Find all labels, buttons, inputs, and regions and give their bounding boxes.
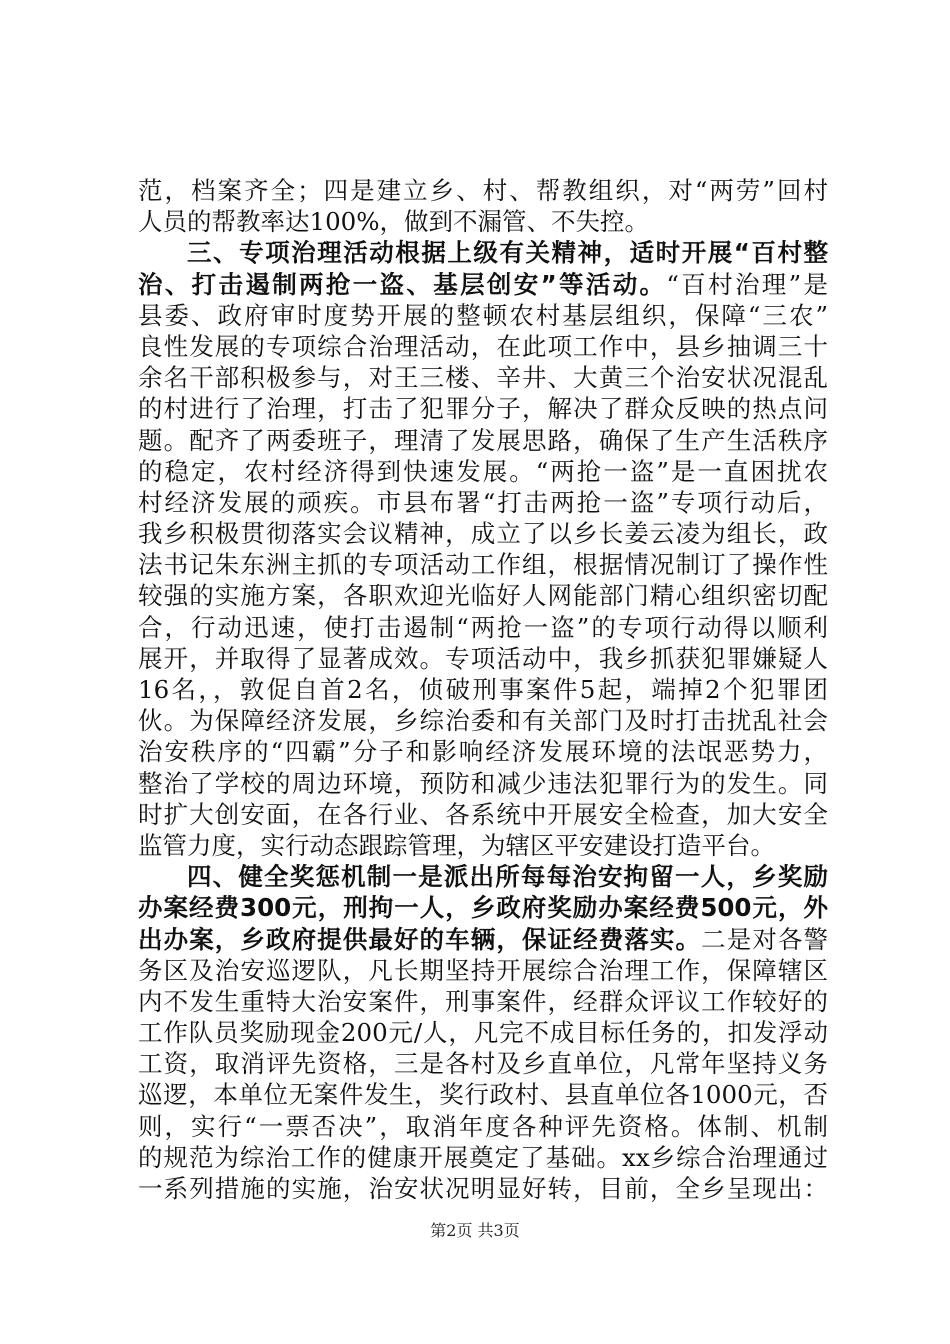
- text-line: [138, 237, 828, 268]
- bold-text-segment: 办案经费300元，刑拘一人，乡政府奖励办案经费500元，外: [138, 893, 828, 923]
- text-line: [138, 1048, 828, 1079]
- bold-text-segment: 出办案，乡政府提供最好的车辆，保证经费落实。: [138, 924, 702, 954]
- bold-text-segment: 三、专项治理活动根据上级有关精神，适时开展“百村整: [187, 238, 828, 268]
- text-segment: 工资，取消评先资格，三是各村及乡直单位，凡常年坚持义务: [138, 1049, 828, 1079]
- text-segment: 时扩大创安面，在各行业、各系统中开展安全检查，加大安全: [138, 799, 828, 829]
- page-footer: 第2页 共3页: [430, 1221, 520, 1240]
- text-line: [138, 1079, 828, 1110]
- text-line: [138, 799, 828, 830]
- text-line: [138, 300, 828, 331]
- text-line: [138, 861, 828, 892]
- text-line: [138, 518, 828, 549]
- text-line: [138, 549, 828, 580]
- text-line: [138, 487, 828, 518]
- text-line: [138, 768, 828, 799]
- text-segment: 余名干部积极参与，对王三楼、辛井、大黄三个治安状况混乱: [138, 363, 828, 393]
- text-line: [138, 269, 828, 300]
- text-line: [138, 393, 828, 424]
- text-segment: 题。配齐了两委班子，理清了发展思路，确保了生产生活秩序: [138, 425, 828, 455]
- text-segment: 一系列措施的实施，治安状况明显好转，目前，全乡呈现出：: [138, 1174, 828, 1203]
- text-segment: 范，档案齐全；四是建立乡、村、帮教组织，对“两劳”回村: [138, 176, 828, 205]
- text-line: [138, 456, 828, 487]
- text-segment: 整治了学校的周边环境，预防和减少违法犯罪行为的发生。同: [138, 768, 828, 798]
- text-line: [138, 612, 828, 643]
- text-line: [138, 331, 828, 362]
- text-line: [138, 986, 828, 1017]
- text-line: [138, 580, 828, 611]
- text-segment: 二是对各警: [701, 924, 829, 954]
- text-segment: 则，实行“一票否决”，取消年度各种评先资格。体制、机制: [138, 1111, 828, 1141]
- text-segment: 展开，并取得了显著成效。专项活动中，我乡抓获犯罪嫌疑人: [138, 643, 828, 673]
- document-body: [138, 175, 828, 1204]
- text-segment: 工作队员奖励现金200元/人，凡完不成目标任务的，扣发浮动: [138, 1018, 828, 1048]
- text-segment: 我乡积极贯彻落实会议精神，成立了以乡长姜云凌为组长，政: [138, 519, 828, 549]
- text-line: [138, 736, 828, 767]
- text-line: [138, 175, 828, 206]
- text-line: [138, 705, 828, 736]
- text-segment: 的村进行了治理，打击了犯罪分子，解决了群众反映的热点问: [138, 394, 828, 424]
- text-segment: 的规范为综治工作的健康开展奠定了基础。xx乡综合治理通过: [138, 1142, 828, 1172]
- text-segment: 治安秩序的“四霸”分子和影响经济发展环境的法氓恶势力，: [138, 737, 828, 767]
- text-line: [138, 362, 828, 393]
- text-segment: 的稳定，农村经济得到快速发展。“两抢一盗”是一直困扰农: [138, 456, 828, 486]
- text-line: [138, 1017, 828, 1048]
- text-segment: 合，行动迅速，使打击遏制“两抢一盗”的专项行动得以顺利: [138, 612, 828, 642]
- text-segment: 16名，，敦促自首2名，侦破刑事案件5起，端掉2个犯罪团: [138, 675, 828, 704]
- text-line: [138, 830, 828, 861]
- text-segment: 较强的实施方案，各职欢迎光临好人网能部门精心组织密切配: [138, 581, 828, 611]
- text-line: [138, 425, 828, 456]
- text-line: [138, 892, 828, 923]
- text-segment: 法书记朱东洲主抓的专项活动工作组，根据情况制订了操作性: [138, 550, 828, 580]
- text-line: [138, 924, 828, 955]
- bold-text-segment: 治、打击遏制两抢一盗、基层创安”等活动。: [138, 269, 667, 299]
- text-line: [138, 1111, 828, 1142]
- text-line: [138, 1173, 828, 1204]
- text-segment: 巡逻，本单位无案件发生，奖行政村、县直单位各1000元，否: [138, 1080, 828, 1110]
- bold-text-segment: 四、健全奖惩机制一是派出所每每治安拘留一人，乡奖励: [187, 862, 828, 892]
- text-segment: 伙。为保障经济发展，乡综治委和有关部门及时打击扰乱社会: [138, 706, 828, 736]
- text-line: [138, 674, 828, 705]
- text-line: [138, 643, 828, 674]
- text-segment: 人员的帮教率达100%，做到不漏管、不失控。: [138, 207, 650, 237]
- text-segment: 内不发生重特大治安案件，刑事案件，经群众评议工作较好的: [138, 986, 828, 1016]
- text-segment: “百村治理”是: [666, 269, 828, 299]
- text-segment: 县委、政府审时度势开展的整顿农村基层组织，保障“三农”: [138, 300, 828, 330]
- text-line: [138, 1142, 828, 1173]
- text-line: [138, 206, 828, 237]
- text-segment: 村经济发展的顽疾。市县布署“打击两抢一盗”专项行动后，: [138, 487, 828, 517]
- text-segment: 良性发展的专项综合治理活动，在此项工作中，县乡抽调三十: [138, 331, 828, 361]
- text-line: [138, 955, 828, 986]
- text-segment: 监管力度，实行动态跟踪管理，为辖区平安建设打造平台。: [138, 830, 775, 860]
- text-segment: 务区及治安巡逻队，凡长期坚持开展综合治理工作，保障辖区: [138, 955, 828, 985]
